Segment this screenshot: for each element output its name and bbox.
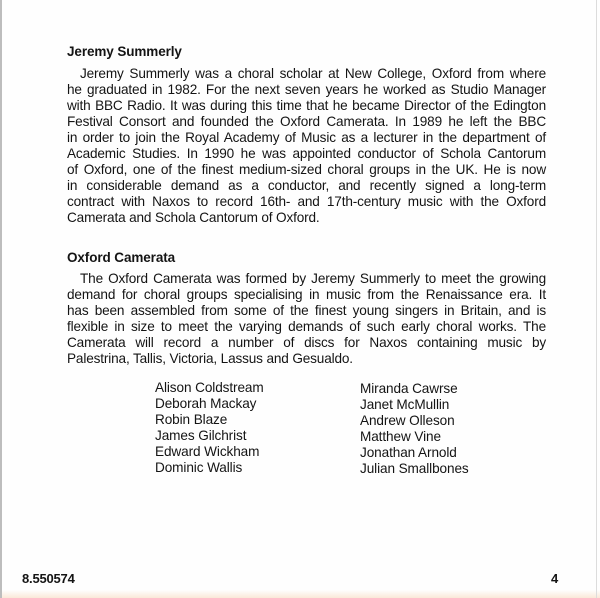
camerata-paragraph: [67, 271, 546, 367]
member-name: Dominic Wallis: [155, 460, 243, 475]
member-name: Julian Smallbones: [360, 461, 469, 476]
text-line: has been assembled from some of the finest young singers in Britain, and is: [67, 303, 546, 318]
page-number: 4: [551, 571, 559, 586]
text-line: contract with Naxos to record 16th- and 17th-century music with the Oxford: [67, 194, 546, 209]
member-name: Jonathan Arnold: [360, 445, 457, 460]
text-line: he graduated in 1982. For the next seven years he worked as Studio Manager: [67, 82, 546, 97]
member-name: Miranda Cawrse: [360, 381, 458, 396]
section-title-jeremy-summerly: Jeremy Summerly: [67, 44, 182, 59]
text-line: Academic Studies. In 1990 he was appointed conductor of Schola Cantorum: [67, 146, 546, 161]
catalog-number: 8.550574: [22, 571, 75, 586]
text-line: in order to join the Royal Academy of Music as a lecturer in the department of: [67, 130, 546, 145]
text-line: of Oxford, one of the finest medium-sized choral groups in the UK. He is now: [67, 162, 546, 177]
member-name: Janet McMullin: [360, 397, 450, 412]
member-name: Deborah Mackay: [155, 396, 257, 411]
biography-paragraph: [67, 66, 546, 226]
text-line: Camerata will record a number of discs for Naxos containing music by: [67, 335, 546, 350]
text-line: Camerata and Schola Cantorum of Oxford.: [67, 210, 320, 225]
text-line: Palestrina, Tallis, Victoria, Lassus and Gesualdo.: [67, 351, 353, 366]
member-name: Alison Coldstream: [155, 380, 264, 395]
text-line: flexible in size to meet the varying demands of such early choral works. The: [67, 319, 546, 334]
text-line: demand for choral groups specialising in music from the Renaissance era. It: [67, 287, 546, 302]
text-line: with BBC Radio. It was during this time that he became Director of the Edington: [67, 98, 546, 113]
member-name: Andrew Olleson: [360, 413, 455, 428]
text-line: in considerable demand as a conductor, and recently signed a long-term: [67, 178, 546, 193]
text-line: The Oxford Camerata was formed by Jeremy Summerly to meet the growing: [80, 271, 546, 286]
member-name: Robin Blaze: [155, 412, 228, 427]
section-title-oxford-camerata: Oxford Camerata: [67, 250, 176, 265]
member-name: Matthew Vine: [360, 429, 441, 444]
members-list-left: [155, 380, 264, 476]
page-edge-tint: [2, 590, 600, 598]
member-name: Edward Wickham: [155, 444, 260, 459]
text-line: Festival Consort and founded the Oxford Camerata. In 1989 he left the BBC: [67, 114, 546, 129]
member-name: James Gilchrist: [155, 428, 247, 443]
text-line: Jeremy Summerly was a choral scholar at New College, Oxford from where: [80, 66, 546, 81]
members-list-right: [360, 381, 469, 477]
